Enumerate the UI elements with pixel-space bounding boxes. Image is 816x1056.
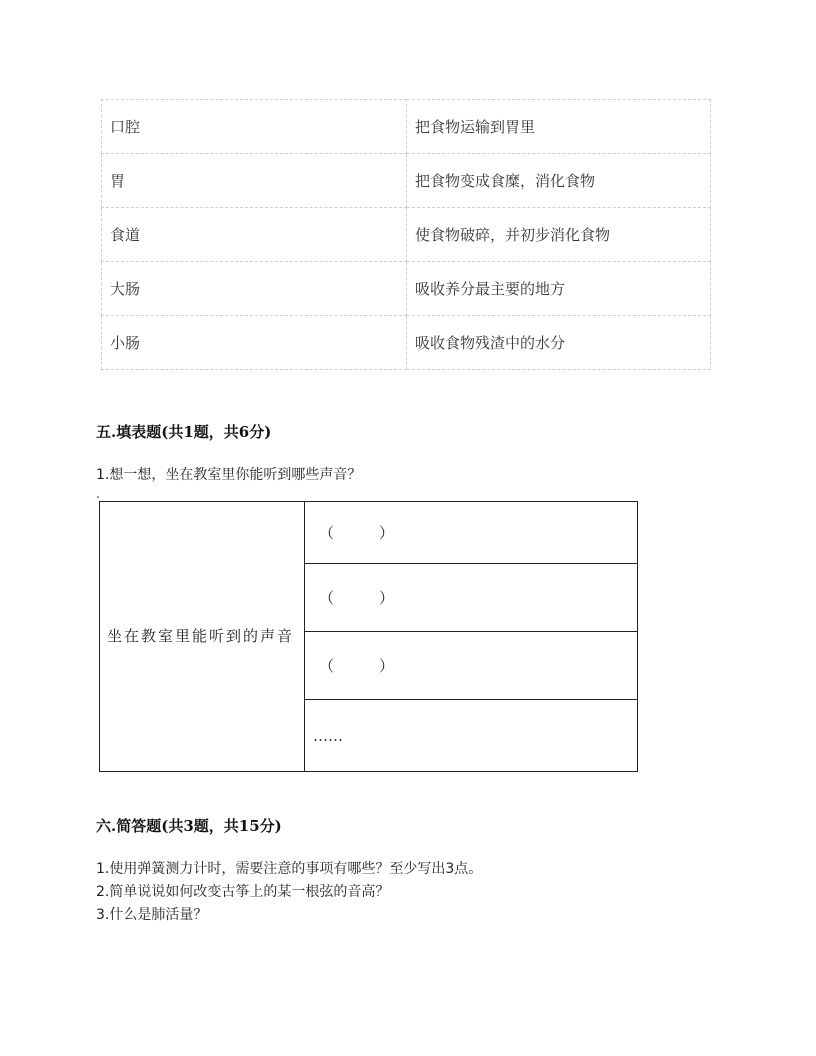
organ-function-table <box>101 99 711 370</box>
table-row <box>102 154 711 208</box>
section-6-question-3: 3.什么是肺活量？ <box>96 907 208 923</box>
table-row <box>102 100 711 154</box>
answer-blank-1[interactable] <box>305 502 638 564</box>
blank-paren: （ ） <box>319 524 395 542</box>
organ-cell: 胃 <box>102 154 407 208</box>
function-cell: 把食物变成食糜，消化食物 <box>407 154 711 208</box>
organ-cell: 食道 <box>102 208 407 262</box>
sounds-fill-table <box>99 501 638 772</box>
answer-blank-3[interactable] <box>305 632 638 700</box>
section-6-title: 六.简答题(共3题，共15分) <box>96 817 282 835</box>
organ-cell: 小肠 <box>102 316 407 370</box>
function-cell: 把食物运输到胃里 <box>407 100 711 154</box>
ellipsis: …… <box>313 726 343 745</box>
organ-cell: 口腔 <box>102 100 407 154</box>
blank-paren: （ ） <box>319 589 395 607</box>
stray-dot <box>97 496 99 498</box>
function-cell: 吸收食物残渣中的水分 <box>407 316 711 370</box>
section-6-question-1: 1.使用弹簧测力计时，需要注意的事项有哪些？至少写出3点。 <box>96 861 483 877</box>
sounds-row-label: 坐在教室里能听到的声音 <box>100 502 305 772</box>
table-row <box>102 262 711 316</box>
blank-paren: （ ） <box>319 657 395 675</box>
section-6-question-2: 2.简单说说如何改变古筝上的某一根弦的音高？ <box>96 884 390 900</box>
answer-blank-2[interactable] <box>305 564 638 632</box>
table-row <box>102 208 711 262</box>
answer-blank-more[interactable] <box>305 700 638 772</box>
section-5-question: 1.想一想，坐在教室里你能听到哪些声音？ <box>96 467 362 483</box>
table-row <box>102 316 711 370</box>
section-5-title: 五.填表题(共1题，共6分) <box>96 423 272 441</box>
organ-cell: 大肠 <box>102 262 407 316</box>
function-cell: 使食物破碎，并初步消化食物 <box>407 208 711 262</box>
function-cell: 吸收养分最主要的地方 <box>407 262 711 316</box>
